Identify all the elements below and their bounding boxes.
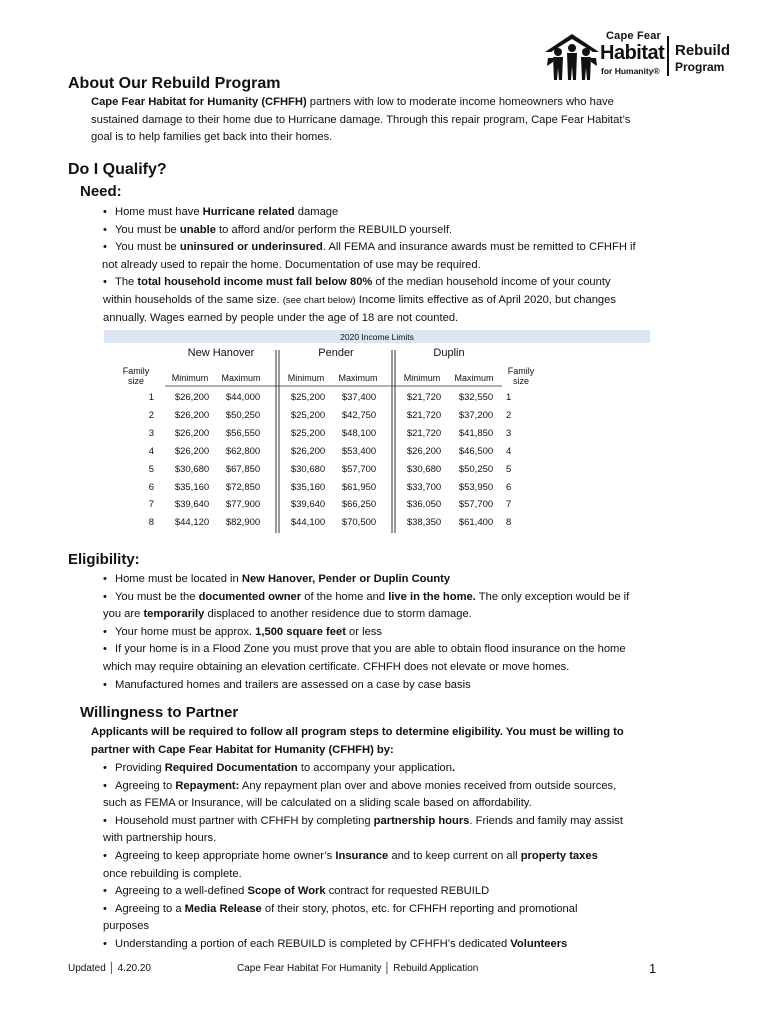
org-name: Cape Fear Habitat for Humanity (CFHFH) [91, 96, 307, 108]
partner-intro-1: Applicants will be required to follow all program steps to determine eligibility. You must be willing to [91, 726, 624, 738]
list-item: • Providing Required Documentation to accompany your application. [103, 762, 456, 774]
table-cell: $25,200 [290, 427, 326, 439]
table-cell: 7 [506, 499, 512, 511]
table-cell: $70,500 [341, 517, 377, 529]
minimum-header: Minimum [171, 373, 209, 383]
table-cell: 6 [506, 481, 512, 493]
logo-program: Program [675, 60, 725, 74]
minimum-header: Minimum [287, 373, 325, 383]
table-cell: $72,850 [225, 481, 261, 493]
table-cell: $30,680 [406, 463, 442, 475]
logo-for-humanity: for Humanity® [601, 66, 660, 76]
table-cell: $38,350 [406, 517, 442, 529]
county-new-hanover: New Hanover [187, 347, 255, 359]
table-cell: $26,200 [290, 445, 326, 457]
minimum-header: Minimum [403, 373, 441, 383]
table-cell: $62,800 [225, 445, 261, 457]
logo-habitat: Habitat [600, 42, 665, 64]
table-cell: $82,900 [225, 517, 261, 529]
table-cell: $36,050 [406, 499, 442, 511]
income-limits-table [104, 330, 650, 535]
table-cell: $30,680 [174, 463, 210, 475]
list-item-continuation: not already used to repair the home. Documentation of use may be required. [102, 258, 481, 271]
table-cell: $26,200 [174, 427, 210, 439]
table-cell: $44,100 [290, 517, 326, 529]
partner-list [103, 760, 703, 954]
table-cell: $50,250 [458, 463, 494, 475]
list-item: • Understanding a portion of each REBUILD is completed by CFHFH’s dedicated Volunteers [103, 937, 568, 950]
logo-divider [667, 36, 669, 76]
list-item: • Household must partner with CFHFH by completing partnership hours. Friends and family may assist [103, 814, 623, 827]
partner-intro [91, 724, 711, 759]
habitat-house-people-icon [543, 30, 601, 82]
cape-fear-habitat-rebuild-logo [543, 28, 743, 84]
table-cell: $67,850 [225, 463, 261, 475]
table-cell: $42,750 [341, 409, 377, 421]
list-item: • Agreeing to a Media Release of their story, photos, etc. for CFHFH reporting and promotional [103, 902, 578, 915]
table-cell: $46,500 [458, 445, 494, 457]
list-item: • Your home must be approx. 1,500 square feet or less [103, 625, 382, 638]
logo-cape-fear: Cape Fear [606, 30, 661, 42]
table-cell: $61,950 [341, 481, 377, 493]
about-text-1: partners with low to moderate income homeowners who have [306, 96, 614, 108]
table-cell: $57,700 [341, 463, 377, 475]
need-list [103, 204, 703, 327]
partner-intro-2: partner with Cape Fear Habitat for Humanity (CFHFH) by: [91, 743, 394, 756]
list-item-continuation: within households of the same size. (see chart below) Income limits effective as of April 2020, but changes [103, 293, 616, 306]
table-cell: $56,550 [225, 427, 261, 439]
table-cell: 8 [148, 517, 154, 529]
table-cell: 2 [148, 409, 154, 421]
table-cell: $35,160 [290, 481, 326, 493]
table-cell: 1 [506, 392, 512, 403]
list-item: • You must be uninsured or underinsured. All FEMA and insurance awards must be remitted to CFHFH if [103, 241, 636, 254]
qualify-heading: Do I Qualify? [68, 161, 167, 178]
footer-updated: Updated │ 4.20.20 [68, 963, 151, 974]
table-cell: $21,720 [406, 427, 442, 439]
table-cell: $39,640 [174, 499, 210, 511]
list-item: • If your home is in a Flood Zone you must prove that you are able to obtain flood insurance on the home [103, 643, 626, 656]
table-cell: 4 [506, 445, 512, 457]
about-paragraph [91, 94, 711, 147]
list-item: • Agreeing to keep appropriate home owner’s Insurance and to keep current on all property taxes [103, 849, 598, 862]
maximum-header: Maximum [454, 373, 494, 383]
table-cell: $39,640 [290, 499, 326, 511]
footer-page-number: 1 [649, 961, 657, 976]
list-item: • Manufactured homes and trailers are assessed on a case by case basis [103, 678, 471, 691]
table-cell: $30,680 [290, 463, 326, 475]
table-cell: $26,200 [174, 392, 210, 403]
table-cell: $66,250 [341, 499, 377, 511]
footer-center: Cape Fear Habitat For Humanity │ Rebuild Application [237, 963, 479, 974]
list-item: • Agreeing to Repayment: Any repayment plan over and above monies received from outside sources, [103, 779, 617, 792]
table-cell: $57,700 [458, 499, 494, 511]
table-cell: $61,400 [458, 517, 494, 529]
list-item: • Agreeing to a well-defined Scope of Work contract for requested REBUILD [103, 885, 490, 898]
table-cell: $48,100 [341, 427, 377, 439]
list-item-continuation: with partnership hours. [103, 832, 217, 845]
table-cell: 4 [148, 445, 154, 457]
table-title: 2020 Income Limits [340, 332, 414, 342]
list-item-continuation: once rebuilding is complete. [103, 867, 242, 880]
table-cell: $44,120 [174, 517, 210, 529]
maximum-header: Maximum [338, 373, 378, 383]
list-item-continuation: annually. Wages earned by people under the age of 18 are not counted. [103, 311, 459, 324]
list-item-continuation: which may require obtaining an elevation certificate. CFHFH does not elevate or move homes. [103, 660, 570, 673]
county-duplin: Duplin [433, 347, 465, 359]
table-cell: $25,200 [290, 409, 326, 421]
table-cell: 5 [148, 463, 154, 475]
list-item: • You must be the documented owner of the home and live in the home. The only exception would be if [103, 590, 630, 603]
list-item-continuation: purposes [103, 920, 150, 933]
table-cell: $53,400 [341, 445, 377, 457]
table-cell: $37,200 [458, 409, 494, 421]
table-cell: $33,700 [406, 481, 442, 493]
about-heading: About Our Rebuild Program [68, 75, 281, 92]
list-item-continuation: you are temporarily displaced to another residence due to storm damage. [103, 608, 472, 621]
table-cell: 8 [506, 517, 512, 529]
maximum-header: Maximum [221, 373, 261, 383]
eligibility-heading: Eligibility: [68, 551, 140, 568]
table-cell: 6 [148, 481, 154, 493]
list-item: • You must be unable to afford and/or perform the REBUILD yourself. [103, 223, 453, 236]
list-item: • Home must have Hurricane related damage [103, 206, 339, 218]
table-cell: 5 [506, 463, 512, 475]
about-text-3: goal is to help families get back into their homes. [91, 131, 333, 144]
table-cell: $25,200 [290, 392, 326, 403]
family-size-header-right: Family size [507, 366, 535, 386]
partner-heading: Willingness to Partner [80, 704, 239, 721]
table-cell: 3 [506, 427, 512, 439]
table-cell: $21,720 [406, 409, 442, 421]
table-cell: $53,950 [458, 481, 494, 493]
list-item: • The total household income must fall below 80% of the median household income of your county [103, 276, 611, 289]
table-cell: $44,000 [225, 392, 261, 403]
table-cell: $37,400 [341, 392, 377, 403]
table-cell: $32,550 [458, 392, 494, 403]
list-item-continuation: such as FEMA or Insurance, will be calculated on a sliding scale based on affordability. [103, 797, 532, 810]
table-cell: 2 [506, 409, 512, 421]
about-text-2: sustained damage to their home due to Hurricane damage. Through this repair program, Cape Fear Habitat’s [91, 113, 631, 126]
table-cell: 3 [148, 427, 154, 439]
need-heading: Need: [80, 183, 122, 200]
table-cell: $21,720 [406, 392, 442, 403]
table-cell: $26,200 [174, 409, 210, 421]
eligibility-list [103, 571, 703, 694]
table-cell: $50,250 [225, 409, 261, 421]
table-cell: $41,850 [458, 427, 494, 439]
table-cell: $26,200 [174, 445, 210, 457]
table-cell: 7 [148, 499, 154, 511]
table-cell: 1 [148, 392, 154, 403]
county-pender: Pender [318, 347, 354, 359]
family-size-header-left: Family size [122, 366, 150, 386]
table-cell: $77,900 [225, 499, 261, 511]
list-item: • Home must be located in New Hanover, Pender or Duplin County [103, 573, 451, 585]
table-cell: $35,160 [174, 481, 210, 493]
logo-rebuild: Rebuild [675, 42, 730, 59]
table-cell: $26,200 [406, 445, 442, 457]
